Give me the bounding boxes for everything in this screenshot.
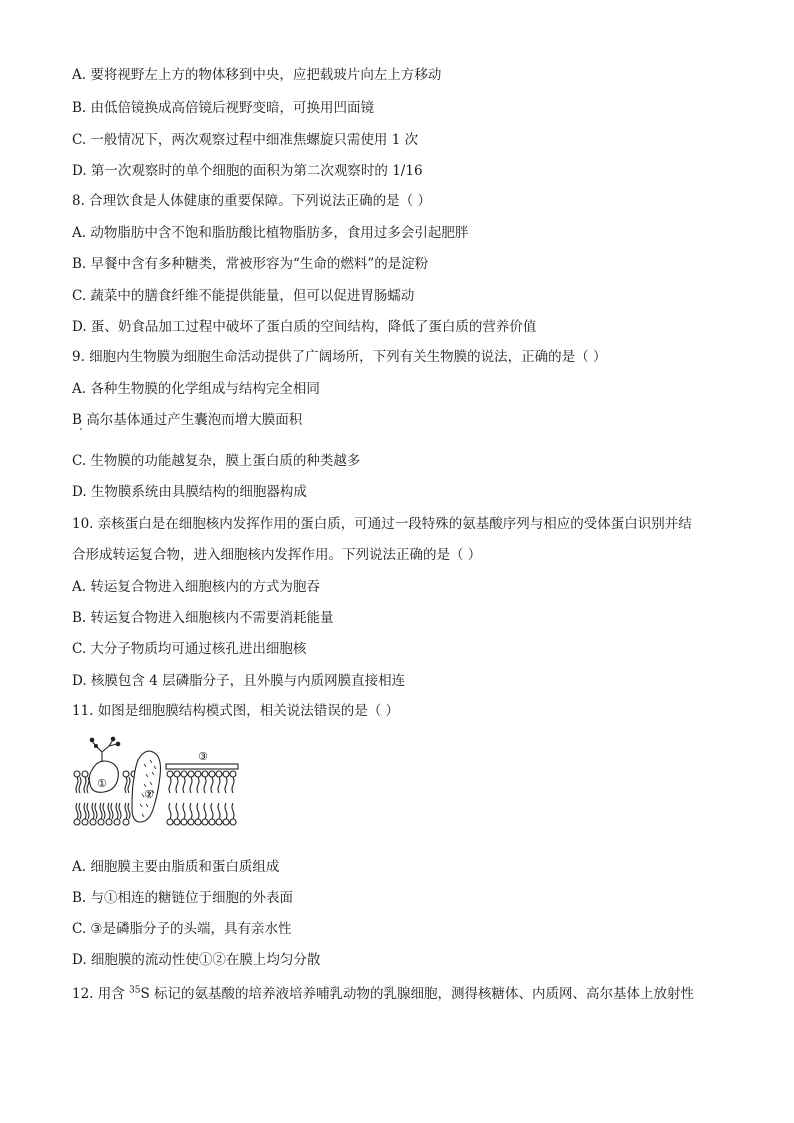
option-9b: B 高尔基体通过产生囊泡而增大膜面积: [72, 412, 303, 428]
option-11b: B. 与①相连的糖链位于细胞的外表面: [72, 890, 294, 906]
glycan-chain: [92, 740, 117, 762]
label-2: ②: [144, 788, 154, 801]
option-9a: A. 各种生物膜的化学组成与结构完全相同: [72, 381, 320, 397]
label-1: ①: [97, 777, 107, 790]
option-10b: B. 转运复合物进入细胞核内不需要消耗能量: [72, 610, 334, 626]
option-11a: A. 细胞膜主要由脂质和蛋白质组成: [72, 859, 280, 875]
option-7d: D. 第一次观察时的单个细胞的面积为第二次观察时的 1/16: [72, 163, 423, 179]
question-11: 11. 如图是细胞膜结构模式图，相关说法错误的是（ ）: [72, 703, 400, 719]
question-8: 8. 合理饮食是人体健康的重要保障。下列说法正确的是（ ）: [72, 193, 431, 209]
phospholipid-heads-top-right: [167, 771, 236, 777]
structure-3: [166, 764, 238, 769]
cell-membrane-diagram: [66, 730, 246, 830]
question-10-line2: 合形成转运复合物，进入细胞核内发挥作用。下列说法正确的是（ ）: [72, 547, 482, 563]
question-10-line1: 10. 亲核蛋白是在细胞核内发挥作用的蛋白质，可通过一段特殊的氨基酸序列与相应的受体蛋白识别并结: [72, 516, 692, 532]
option-10a: A. 转运复合物进入细胞核内的方式为胞吞: [72, 579, 320, 595]
isotope-mass-number: 35: [129, 985, 141, 996]
option-8a: A. 动物脂肪中含不饱和脂肪酸比植物脂肪多，食用过多会引起肥胖: [72, 225, 469, 241]
question-12-prefix: 12. 用含: [72, 986, 130, 1002]
option-11c: C. ③是磷脂分子的头端，具有亲水性: [72, 921, 292, 937]
option-9c: C. 生物膜的功能越复杂，膜上蛋白质的种类越多: [72, 453, 361, 469]
option-8c: C. 蔬菜中的膳食纤维不能提供能量，但可以促进胃肠蠕动: [72, 288, 415, 304]
option-7b: B. 由低倍镜换成高倍镜后视野变暗，可换用凹面镜: [72, 100, 375, 116]
question-12: [72, 985, 694, 1003]
option-9d: D. 生物膜系统由具膜结构的细胞器构成: [72, 484, 307, 500]
question-9: 9. 细胞内生物膜为细胞生命活动提供了广阔场所，下列有关生物膜的说法，正确的是（ ）: [72, 349, 607, 365]
option-8b: B. 早餐中含有多种糖类，常被形容为“生命的燃料”的是淀粉: [72, 256, 429, 272]
protein-2: [132, 751, 161, 822]
option-10d: D. 核膜包含 4 层磷脂分子，且外膜与内质网膜直接相连: [72, 673, 406, 689]
question-12-text: S 标记的氨基酸的培养液培养哺乳动物的乳腺细胞，测得核糖体、内质网、高尔基体上放射性: [140, 986, 695, 1002]
label-3: ③: [198, 750, 208, 763]
option-11d: D. 细胞膜的流动性使①②在膜上均匀分散: [72, 952, 321, 968]
stray-mark: [80, 428, 82, 430]
option-10c: C. 大分子物质均可通过核孔进出细胞核: [72, 641, 307, 657]
option-7c: C. 一般情况下，两次观察过程中细准焦螺旋只需使用 1 次: [72, 132, 419, 148]
option-7a: A. 要将视野左上方的物体移到中央，应把载玻片向左上方移动: [72, 67, 442, 83]
option-8d: D. 蛋、奶食品加工过程中破坏了蛋白质的空间结构，降低了蛋白质的营养价值: [72, 319, 537, 335]
